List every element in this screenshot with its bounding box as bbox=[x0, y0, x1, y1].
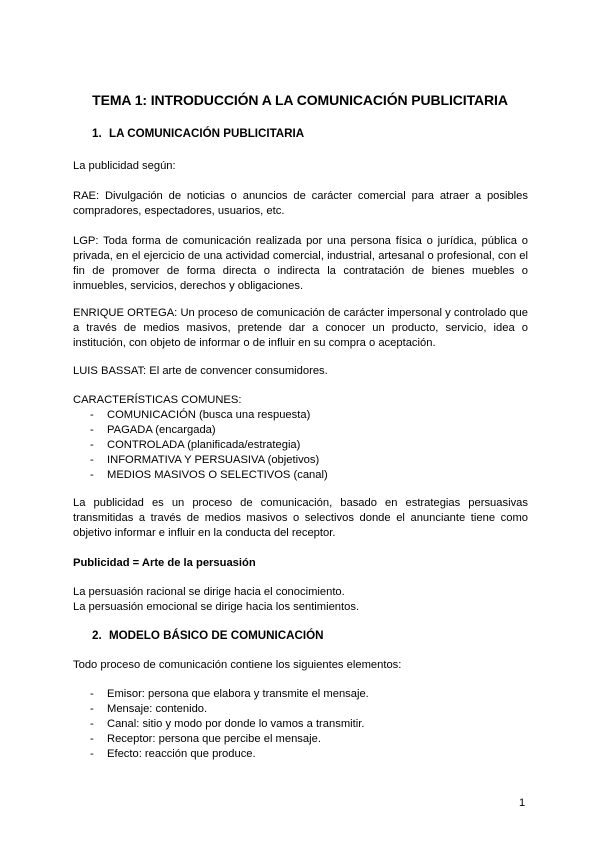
list-item: - Receptor: persona que percibe el mensaje. bbox=[90, 733, 321, 745]
section-2-heading bbox=[92, 629, 323, 642]
document-title: TEMA 1: INTRODUCCIÓN A LA COMUNICACIÓN PUBLICITARIA bbox=[92, 92, 508, 108]
persuasion-rational: La persuasión racional se dirige hacia el conocimiento. bbox=[73, 586, 345, 598]
bassat-definition: LUIS BASSAT: El arte de convencer consumidores. bbox=[73, 365, 328, 377]
intro-paragraph: La publicidad según: bbox=[73, 160, 176, 172]
persuasion-emotional: La persuasión emocional se dirige hacia los sentimientos. bbox=[73, 601, 360, 613]
bullet-dash: - bbox=[90, 424, 94, 436]
list-item: - INFORMATIVA Y PERSUASIVA (objetivos) bbox=[90, 454, 320, 466]
rae-definition: RAE: Divulgación de noticias o anuncios de carácter comercial para atraer a posibles compradores, espectadores, usuarios, etc. bbox=[73, 190, 528, 217]
list-item: - CONTROLADA (planificada/estrategia) bbox=[90, 439, 301, 451]
elements-intro: Todo proceso de comunicación contiene los siguientes elementos: bbox=[73, 659, 402, 671]
list-item: - MEDIOS MASIVOS O SELECTIVOS (canal) bbox=[90, 469, 328, 481]
page-number: 1 bbox=[519, 797, 526, 809]
characteristics-heading: CARACTERÍSTICAS COMUNES: bbox=[73, 394, 242, 406]
bullet-dash: - bbox=[90, 439, 94, 451]
bullet-dash: - bbox=[90, 718, 94, 730]
bullet-dash: - bbox=[90, 703, 94, 715]
bullet-dash: - bbox=[90, 469, 94, 481]
section-2-number: 2. bbox=[92, 629, 102, 642]
ortega-definition: ENRIQUE ORTEGA: Un proceso de comunicación de carácter impersonal y controlado que a través de medios masivos, pretende dar a conocer un producto, servicio, idea o institución, con objeto de informar o de influir en su compra o aceptación. bbox=[73, 307, 528, 349]
elements-list bbox=[73, 687, 369, 762]
bullet-dash: - bbox=[90, 454, 94, 466]
section-1-heading bbox=[92, 127, 304, 140]
summary-paragraph: La publicidad es un proceso de comunicación, basado en estrategias persuasivas transmitidas a través de medios masivos o selectivos donde el anunciante tiene como objetivo informar e influir en la conducta del receptor. bbox=[73, 497, 528, 539]
list-item: - Canal: sitio y modo por donde lo vamos a transmitir. bbox=[90, 718, 365, 730]
bullet-dash: - bbox=[90, 748, 94, 760]
list-item: - Emisor: persona que elabora y transmite el mensaje. bbox=[90, 688, 369, 700]
list-item: - Mensaje: contenido. bbox=[90, 703, 208, 715]
bullet-dash: - bbox=[90, 688, 94, 700]
list-item: - PAGADA (encargada) bbox=[90, 424, 216, 436]
section-2-title: MODELO BÁSICO DE COMUNICACIÓN bbox=[109, 629, 324, 642]
bullet-dash: - bbox=[90, 733, 94, 745]
characteristics-list bbox=[73, 408, 328, 483]
publicidad-definition: Publicidad = Arte de la persuasión bbox=[73, 557, 256, 569]
list-item: - Efecto: reacción que produce. bbox=[90, 748, 256, 760]
section-1-title: LA COMUNICACIÓN PUBLICITARIA bbox=[109, 127, 305, 140]
list-item: - COMUNICACIÓN (busca una respuesta) bbox=[90, 409, 311, 421]
lgp-definition: LGP: Toda forma de comunicación realizada por una persona física o jurídica, pública o privada, en el ejercicio de una actividad comercial, industrial, artesanal o profesional, con el fin de promover de forma directa o indirecta la contratación de bienes muebles o inmuebles, servicios, derechos y obligaciones. bbox=[73, 235, 528, 292]
section-1-number: 1. bbox=[92, 127, 102, 140]
bullet-dash: - bbox=[90, 409, 94, 421]
